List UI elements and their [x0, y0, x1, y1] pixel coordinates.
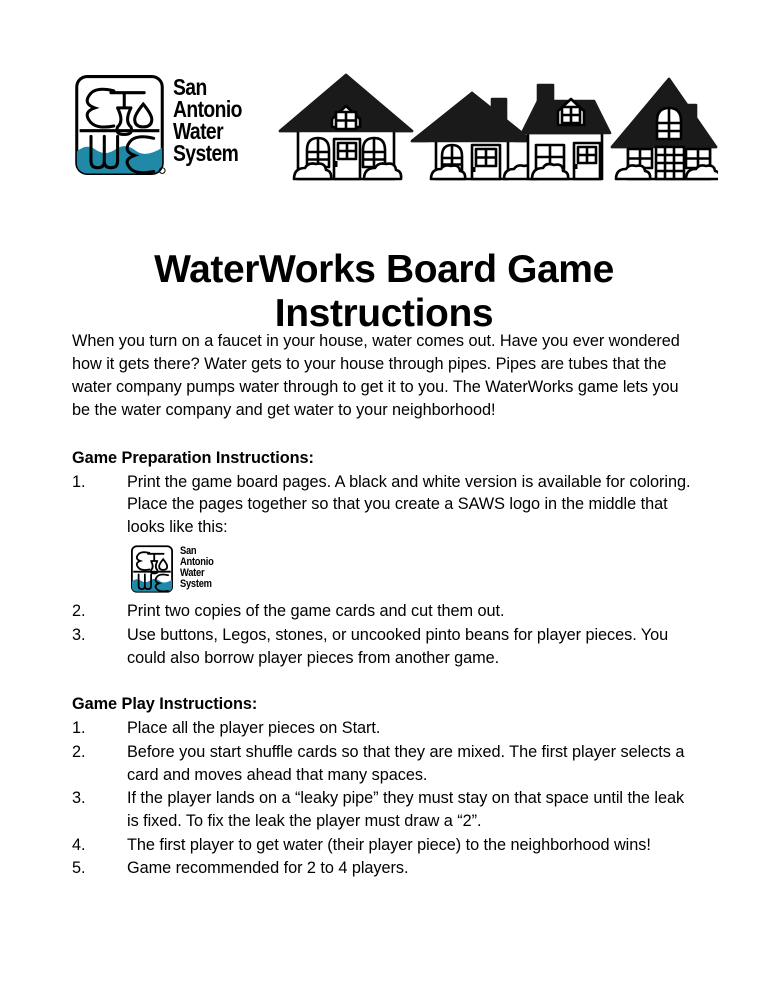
house-1 [280, 75, 412, 179]
brand-word-small-2: Antonio [180, 556, 214, 569]
document-body [72, 330, 696, 884]
saws-logo-header [72, 71, 267, 186]
step-number: 5. [72, 859, 86, 878]
list-item [72, 741, 696, 786]
brand-word-small-1: San [180, 545, 197, 558]
step-number: 3. [72, 626, 86, 645]
brand-word-1: San [173, 74, 207, 100]
section-heading-preparation: Game Preparation Instructions: [72, 448, 314, 467]
saws-logo-icon-small [127, 544, 177, 594]
saws-logo-icon [72, 71, 167, 179]
list-item [72, 600, 696, 623]
step-text: Place all the player pieces on Start. [127, 719, 381, 738]
section-game-preparation [72, 449, 696, 670]
step-text: Use buttons, Legos, stones, or uncooked pinto beans for player pieces. You could also borrow player pieces from another game. [127, 626, 669, 667]
house-4 [612, 79, 718, 179]
list-item [72, 787, 696, 832]
list-item [72, 834, 696, 857]
step-text: If the player lands on a “leaky pipe” they must stay on that space until the leak is fixed. To fix the leak the player must draw a “2”. [127, 789, 685, 830]
saws-logo-wordmark [173, 71, 242, 167]
step-number: 2. [72, 602, 86, 621]
step-text: Print two copies of the game cards and cut them out. [127, 602, 505, 621]
saws-logo-inline [127, 544, 696, 594]
brand-word-4: System [173, 140, 239, 167]
step-text: Before you start shuffle cards so that they are mixed. The first player selects a card and moves ahead that many spaces. [127, 743, 685, 784]
house-3 [522, 85, 610, 179]
step-number: 1. [72, 719, 86, 738]
preparation-steps-list [72, 471, 696, 670]
play-steps-list [72, 717, 696, 879]
list-item [72, 717, 696, 740]
intro-paragraph: When you turn on a faucet in your house, water comes out. Have you ever wondered how it gets there? Water gets to your house through pipes. Pipes are tubes that the water company pumps water through to get it to you. The WaterWorks game lets you be the water company and get water to your neighborhood! [72, 332, 680, 420]
brand-word-3: Water [173, 118, 224, 145]
step-number: 2. [72, 743, 86, 762]
saws-logo-wordmark-small [180, 544, 214, 589]
neighborhood-houses-icon [276, 63, 718, 191]
document-header [0, 55, 768, 195]
title-line-2: Instructions [274, 292, 494, 336]
step-text: Print the game board pages. A black and white version is available for coloring. Place the pages together so that you create a SAWS logo in the middle that looks like this: [127, 472, 691, 536]
step-text: Game recommended for 2 to 4 players. [127, 859, 409, 878]
section-spacer [72, 673, 696, 695]
list-item [72, 471, 696, 539]
title-line-1: WaterWorks Board Game [154, 248, 614, 292]
step-number: 1. [72, 472, 86, 491]
list-item [72, 857, 696, 880]
house-2 [412, 93, 538, 179]
step-number: 3. [72, 789, 86, 808]
brand-word-small-3: Water [180, 567, 205, 580]
list-item [72, 624, 696, 669]
page-title [0, 248, 768, 336]
step-text: The first player to get water (their player piece) to the neighborhood wins! [127, 835, 651, 854]
section-heading-play: Game Play Instructions: [72, 695, 258, 714]
brand-word-2: Antonio [173, 96, 242, 123]
step-number: 4. [72, 835, 86, 854]
section-game-play [72, 695, 696, 879]
brand-word-small-4: System [180, 577, 212, 590]
